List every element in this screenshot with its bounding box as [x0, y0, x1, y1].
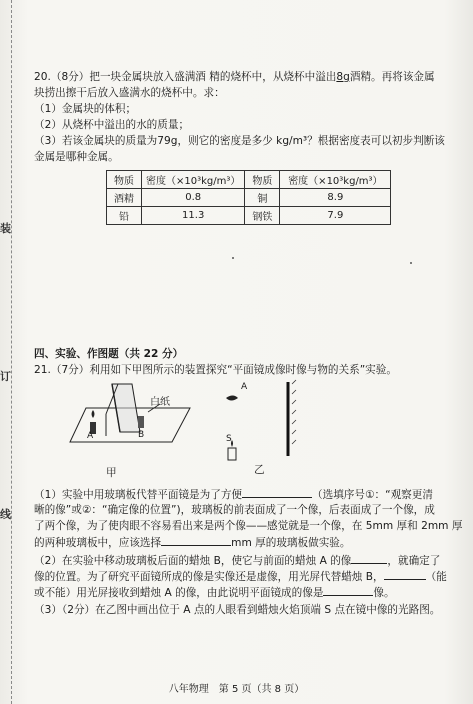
q20-sub2: （2）从烧杯中溢出的水的质量； — [34, 119, 190, 131]
mirror-hatch — [292, 420, 296, 424]
side-mark-xian: 线 — [0, 508, 11, 521]
answer-blank[interactable] — [323, 585, 373, 596]
table-header-cell: 物质 — [107, 171, 142, 189]
table-cell: 8.9 — [280, 189, 391, 207]
q21-p2-f: 像。 — [373, 587, 395, 599]
q21-p2-e: 或不能）用光屏接收到蜡烛 A 的像，由此说明平面镜成的像是 — [34, 587, 324, 599]
page-footer: 八年物理 第 5 页（共 8 页） — [168, 684, 305, 695]
fig-label-yi: 乙 — [254, 464, 265, 476]
table-cell: 钢铁 — [245, 207, 280, 225]
table-header-cell: 密度（×10³kg/m³） — [280, 171, 391, 189]
answer-blank[interactable] — [351, 553, 387, 564]
q21-p1-b: （选填序号①：“观察更清 — [312, 489, 433, 501]
table-cell: 铅 — [107, 207, 142, 225]
table-cell: 0.8 — [142, 189, 245, 207]
q20-line2: 块捞出擦干后放入盛满水的烧杯中。求： — [34, 87, 225, 99]
q21-p2-b: ，就确定了 — [387, 555, 441, 567]
table-cell: 7.9 — [280, 207, 391, 225]
q20-sub3: （3）若该金属块的质量为79g，则它的密度是多少 kg/m³？根据密度表可以初步判断该 — [34, 135, 445, 147]
q20-line1-a: 20.（8分）把一块金属块放入盛满酒 精的烧杯中，从烧杯中溢出 — [34, 71, 337, 83]
table-cell: 11.3 — [142, 207, 245, 225]
mirror-hatch — [292, 410, 296, 414]
q21-p1-line2: 晰的像”或②：“确定像的位置”)，玻璃板的前表面成了一个像，后表面成了一个像，成 — [34, 504, 435, 516]
answer-blank[interactable] — [384, 569, 426, 580]
q20-sub1: （1）金属块的体积； — [34, 103, 137, 115]
q21-p2-line1 — [34, 553, 440, 568]
q21-p1-e: 的两种玻璃板中，应该选择 — [34, 537, 162, 549]
fig-label-a2: A — [241, 382, 248, 392]
candle-s — [228, 448, 236, 460]
q21-p3: （3）（2分）在乙图中画出位于 A 点的人眼看到蜡烛火焰顶端 S 点在镜中像的光路图。 — [34, 604, 441, 616]
mirror-hatch — [292, 380, 296, 384]
answer-blank[interactable] — [161, 535, 231, 546]
flame-icon — [92, 410, 95, 418]
q21-p2-line3 — [34, 585, 395, 600]
side-mark-ding: 订 — [0, 370, 11, 383]
q21-p2-line2 — [34, 569, 447, 584]
eye-icon — [226, 396, 238, 401]
q21-p1-line1 — [34, 487, 433, 502]
q21-p2-c: 像的位置。为了研究平面镜所成的像是实像还是虚像，用光屏代替蜡烛 B， — [34, 571, 384, 583]
side-mark-zhuang: 装 — [0, 222, 11, 235]
q20-sub3b: 金属是哪种金属。 — [34, 151, 119, 163]
q21-p2-d: （能 — [425, 571, 447, 583]
q21-p1-f: mm 厚的玻璃板做实验。 — [231, 537, 351, 549]
fig-label-b: B — [138, 430, 145, 440]
q21-intro: 21.（7分）利用如下甲图所示的装置探究“平面镜成像时像与物的关系”实验。 — [34, 364, 397, 376]
answer-blank[interactable] — [242, 487, 312, 498]
mirror-hatch — [292, 430, 296, 434]
q20-line1-b: 8g — [336, 71, 350, 83]
section-title: 四、实验、作图题（共 22 分） — [34, 348, 184, 360]
table-cell: 铜 — [245, 189, 280, 207]
q21-p1-line4 — [34, 535, 350, 550]
fig-label-jia: 甲 — [106, 467, 117, 479]
fig-label-s: S — [226, 434, 232, 444]
mirror-hatch — [292, 440, 296, 444]
fig-label-a: A — [87, 431, 94, 441]
q21-p2-a: （2）在实验中移动玻璃板后面的蜡烛 B，使它与前面的蜡烛 A 的像 — [34, 555, 352, 567]
table-cell: 酒精 — [107, 189, 142, 207]
candle-b — [138, 416, 144, 428]
mirror-hatch — [292, 390, 296, 394]
q20-line1-c: 酒精。再将该金属 — [349, 71, 435, 83]
mirror-hatch — [292, 400, 296, 404]
q21-p1-a: （1）实验中用玻璃板代替平面镜是为了方便 — [34, 489, 243, 501]
table-header-cell: 物质 — [245, 171, 280, 189]
fig-label-white-paper: 白纸 — [150, 397, 170, 408]
q21-p1-line3: 了两个像，为了使肉眼不容易看出来是两个像——感觉就是一个像，在 5mm 厚和 2mm 厚 — [34, 520, 463, 532]
table-header-cell: 密度（×10³kg/m³） — [142, 171, 245, 189]
